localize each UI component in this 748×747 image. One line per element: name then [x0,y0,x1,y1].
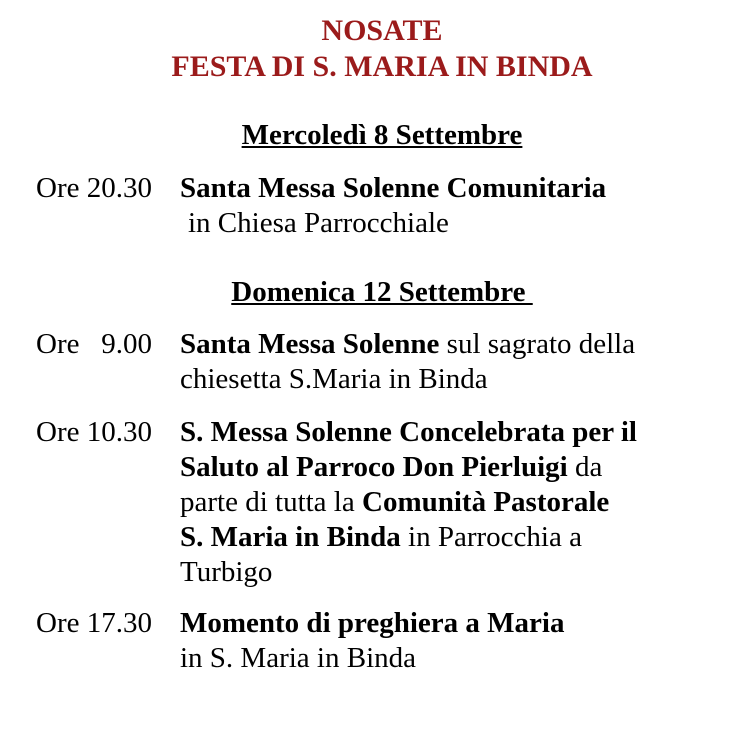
event-description [180,415,740,590]
event-line [180,171,740,206]
event-text-bold: S. Maria in Binda [180,521,401,553]
event-text-bold: Comunità Pastorale [362,486,610,518]
event-line [180,606,740,641]
event-line [180,206,740,241]
day-heading-wednesday: Mercoledì 8 Settembre [241,119,523,151]
event-text: parte di tutta la [180,486,362,518]
event-line [180,415,740,450]
event-text-bold: Momento di preghiera a Maria [180,607,565,639]
event-description [180,171,740,241]
event-text: in S. Maria in Binda [180,642,417,674]
day-heading-sunday: Domenica 12 Settembre [231,276,533,308]
page-title-town: NOSATE [321,14,443,47]
event-time: Ore 10.30 [36,416,152,448]
event-line [180,555,740,590]
event-text: Turbigo [180,556,273,588]
event-text: da [567,451,603,483]
event-text: in Chiesa Parrocchiale [188,207,449,239]
event-line [180,362,740,397]
event-time: Ore 17.30 [36,607,152,639]
page-title-festa: FESTA DI S. MARIA IN BINDA [171,50,593,83]
event-text: chiesetta S.Maria in Binda [180,363,488,395]
event-line [180,327,740,362]
event-line [180,450,740,485]
event-text: sul sagrato della [439,328,636,360]
event-text-bold: Santa Messa Solenne [180,328,440,360]
event-line [180,641,740,676]
event-line [180,520,740,555]
event-text: in Parrocchia a [400,521,582,553]
event-time: Ore 9.00 [36,328,152,360]
event-text-bold: Santa Messa Solenne Comunitaria [180,172,607,204]
event-time: Ore 20.30 [36,172,152,204]
event-line [180,485,740,520]
event-description [180,327,740,397]
event-text-bold: Saluto al Parroco Don Pierluigi [180,451,568,483]
event-description [180,606,740,676]
event-text-bold: S. Messa Solenne Concelebrata per il [180,416,637,448]
